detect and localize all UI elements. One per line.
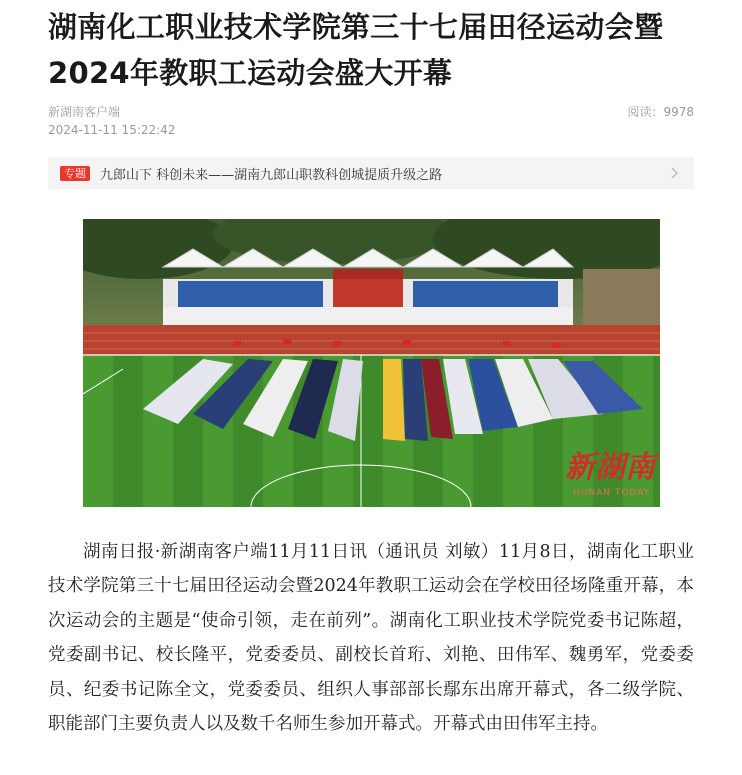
read-count: 阅读：9978: [627, 105, 694, 119]
article-source: 新湖南客户端: [48, 105, 121, 119]
chevron-right-icon: [670, 165, 680, 181]
topic-link[interactable]: [48, 157, 694, 189]
article-photo: [83, 219, 660, 507]
article-datetime: 2024-11-11 15:22:42: [48, 123, 176, 137]
topic-title: 九郎山下 科创未来——湖南九郎山职教科创城提质升级之路: [100, 167, 443, 183]
photo-watermark-en: HUNAN TODAY: [573, 488, 651, 498]
article-body-paragraph: 湖南日报·新湖南客户端11月11日讯（通讯员 刘敏）11月8日，湖南化工职业技术学院第三十七届田径运动会暨2024年教职工运动会在学校田径场隆重开幕，本次运动会的主题是“使命引领，走在前列”。湖南化工职业技术学院党委书记陈超，党委副书记、校长隆平，党委委员、副校长首珩、刘艳、田伟军、魏勇军，党委委员、纪委书记陈全文，党委委员、组织人事部部长鄢东出席开幕式，各二级学院、职能部门主要负责人以及数千名师生参加开幕式。开幕式由田伟军主持。: [48, 542, 694, 735]
article-title: 湖南化工职业技术学院第三十七届田径运动会暨2024年教职工运动会盛大开幕: [48, 10, 664, 90]
photo-watermark: 新湖南: [565, 450, 655, 485]
topic-badge: 专题: [60, 166, 90, 181]
